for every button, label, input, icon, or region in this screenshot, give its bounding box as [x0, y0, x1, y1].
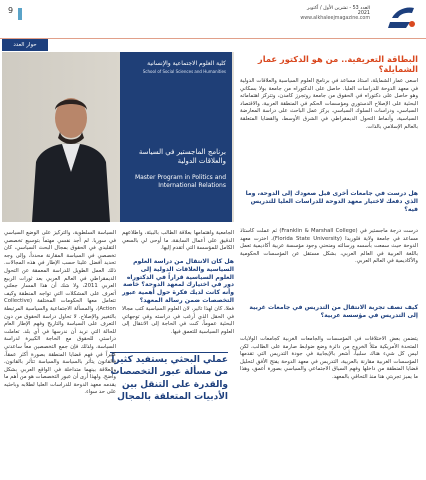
answer-1: درست درجة ماجستير في (Franklin & Marshall College) ثم عملت كأستاذ مساعد في جامعة ولاية فلوريدا (Florida State University)، اخترت معهد الدوحة حيث سمعت بأسسه ورسالته ومنحني وجود مؤسسة عربية أكاديمية تعمل باللغة العربية في العالم العربي، بشكل مستقل عن المؤسسات الحكومية والأكاديمية في العالم العربي.	[240, 228, 418, 265]
question-3: هل كان الانتقال من دراسة العلوم السياسية والعلاقات الدولية إلى العلوم السياسية قراراً في الدكتوراه دور في اختيارك لمعهد الدوحة؟ خاصة وأنه كانت لديك فكرة حول أهمية عبور التخصصات ضمن رسالة المعهد؟	[122, 258, 234, 304]
pull-quote: عملي البحثي يستفيد كثيراً من مسألة عبور التخصصات والقدرة على التنقل بين الأدبيات المتعلقة بالمجال	[110, 355, 228, 403]
page-number-marker	[18, 8, 22, 20]
article-title: البطاقة التعريفية.. من هو الدكتور عمار الشمايلة؟	[257, 54, 418, 74]
question-1: هل درست في جامعات أخرى قبل صعودك إلى الدوحة، وما الذي دفعك لاختيار معهد الدوحة للدراسات العليا للتدريس فيه؟	[245, 190, 418, 213]
banner-program-arabic: برنامج الماجستير في السياسة والعلاقات الدولية	[138, 148, 226, 165]
header-divider	[0, 38, 426, 39]
banner-school-english: School of Social Sciences and Humanities	[142, 69, 226, 74]
program-banner	[120, 52, 232, 222]
intro-paragraph: أسعى عمار الشمايلة، أستاذ مساعد في برنامج العلوم السياسية والعلاقات الدولية في معهد الدوحة للدراسات العليا. حاصل على الدكتوراه من جامعة بولا بسكاني وهو حاصل على دكتوراه في الحقوق من جامعة روتجرز كامدن، وتتركز اهتماماته البحثية على الإصلاح الدستوري ومؤسسات الحكم في المنطقة العربية، والاقتصاد السياسي، ودراسات السلوك السياسي. يركز عمل الباحث على دراسة المعارضة السياسية، وأنماط التحول الديمقراطي في الشرق الأوسط، والقضايا المتعلقة بالعالم الإسلامي بالذات.	[240, 78, 418, 130]
interview-photo	[2, 52, 234, 222]
question-2: كيف تصف تجربة الانتقال من التدريس في جامعات غربية إلى التدريس في مؤسسة عربية؟	[249, 304, 418, 319]
quote-divider	[110, 352, 228, 353]
middle-paragraph: الجامعية واهتمامها بعلاقة الطالب بالبيئة، واطلاعهم الدقيق على أعمال السابقة، ما أوحى لي بالسعي الكامل للمؤسسة التي أتقدم إليها.	[122, 230, 234, 252]
left-column-text: السياسة السلطوية، والتركيز على الوضع السياسي في سوريا. لم أجد نفسي مهتماً بتوسيع تخصصي التقليدي في الحقوق بمجال البحث السياسي، كان تخصصي في السياسة المقارنة محدداً، وإلى وجه تحديد أفضل علينا حسب الإطار في هذه المجالات. ذلك العمل الطويل للدراسة المعمقة عن التحول الديمقراطي في العالم العربي بعد ثورات الربيع العربي 2011، ولا شك أن هذا المسار جعلني أتعرف على المشكلات التي تواجه المنطقة وكيف تتعامل معها الحكومات المختلفة (Collective Action)، والمسألة الاجتماعية والسياسية المرتبطة بالتغيير والإصلاح. لا تحاول دراسة الحقوق من دون التعرف على السياسة والتاريخ وفهم الإطار العام للحالة التي نريد أن ندرسها في أي بلد. تعاملت دراستي للحقوق مع الحاجة الكبيرة لدراسة السياسة، ولذلك فإن جمع التخصصين معاً ساعدني كثيراً في فهم قضايا المنطقة بصورة أكثر عمقاً، فالقانون يتأثر بالسياسة والسياسة تتأثر بالقانون، والعلاقة بينهما متداخلة في الواقع العربي بشكل واضح. ولهذا أرى أن عبور التخصصات هو من أهم ما يقدمه معهد الدوحة للدراسات العليا لطلابه وباحثيه على حد سواء.	[4, 230, 116, 396]
banner-program-english: Master Program in Politics and International Relations	[134, 174, 226, 189]
answer-2: يتضمن بعض الاختلافات في المؤسسات والجامعات الغربية كجامعات الولايات المتحدة الأمريكية مثلاً الخروج من دائرة وضع ضوابط صارمة على الطالب، لكن ليس كل شيء هناك سلبياً، أشعر بالإيجابية في جودة التدريس التي تقدمها المؤسسات الغربية مقارنة بالعربية، التدريس في معهد الدوحة يفتح الأفق لتحليل قضايا المنطقة من داخلها وفهم السياق الاجتماعي والسياسي بصورة أعمق، وهذا ما يميز تجربتي هنا منذ التحاقي بالمعهد.	[240, 336, 418, 380]
banner-school-arabic: كلية العلوم الاجتماعية والإنسانية	[147, 60, 226, 67]
person-figure	[26, 92, 116, 222]
section-label: حوار العدد	[2, 39, 48, 51]
website-link[interactable]: www.alkhaleejmagazine.com	[300, 16, 370, 21]
answer-3: فعلاً، كان لهذا تأثير، لأن العلوم السياسية كتب مجالاً في الحقل الذي أرغب في دراسته وفي توجهاتي البحثية عموماً، كنت في الحاجة إلى الانتقال إلى العلوم السياسية للتعمق فيها.	[122, 306, 234, 335]
magazine-logo-icon	[384, 4, 418, 32]
page-number: 9	[8, 6, 14, 15]
issue-info: العدد 53 - تشرين الأول / أكتوبر 2021	[306, 6, 370, 16]
